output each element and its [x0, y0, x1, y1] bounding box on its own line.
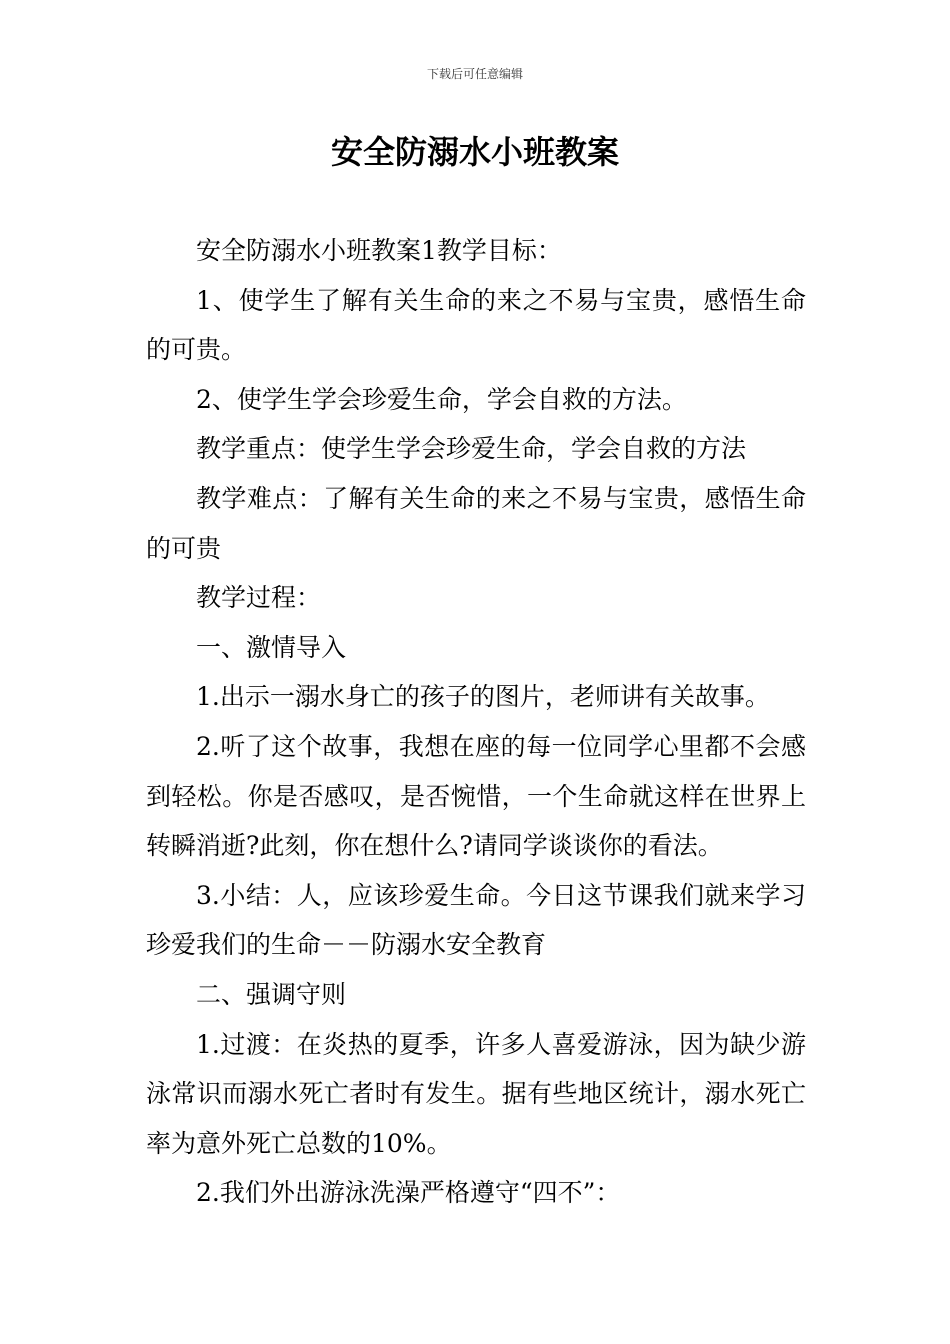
paragraph-intro: 安全防溺水小班教案1教学目标：: [196, 236, 562, 265]
paragraph-difficulty: 教学难点：了解有关生命的来之不易与宝贵，感悟生命的可贵: [146, 483, 806, 563]
section-heading-1: 一、激情导入: [196, 632, 347, 662]
section-heading-2: 二、强调守则: [196, 979, 347, 1009]
paragraph-step-2-2: 2.我们外出游泳洗澡严格遵守“四不”：: [196, 1178, 621, 1208]
paragraph-step-2-1: 1.过渡：在炎热的夏季，许多人喜爱游泳，因为缺少游泳常识而溺水死亡者时有发生。据有些地区统计，溺水死亡率为意外死亡总数的10%。: [146, 1029, 806, 1158]
paragraph-step-1-3: 3.小结：人，应该珍爱生命。今日这节课我们就来学习珍爱我们的生命－－防溺水安全教育: [146, 880, 806, 960]
header-note: 下载后可任意编辑: [426, 67, 523, 81]
paragraph-step-1-1: 1.出示一溺水身亡的孩子的图片，老师讲有关故事。: [196, 682, 770, 712]
document-body: [146, 226, 806, 1218]
paragraph-key-point: 教学重点：使学生学会珍爱生命，学会自救的方法: [196, 434, 747, 464]
paragraph-process-heading: 教学过程：: [196, 583, 322, 613]
document-title: 安全防溺水小班教案: [330, 133, 619, 171]
paragraph-step-1-2: 2.听了这个故事，我想在座的每一位同学心里都不会感到轻松。你是否感叹，是否惋惜，一个生命就这样在世界上转瞬消逝?此刻，你在想什么?请同学谈谈你的看法。: [146, 731, 806, 861]
paragraph-objective-2: 2、使学生学会珍爱生命，学会自救的方法。: [196, 384, 687, 414]
paragraph-objective-1: 1、使学生了解有关生命的来之不易与宝贵，感悟生命的可贵。: [146, 285, 806, 365]
